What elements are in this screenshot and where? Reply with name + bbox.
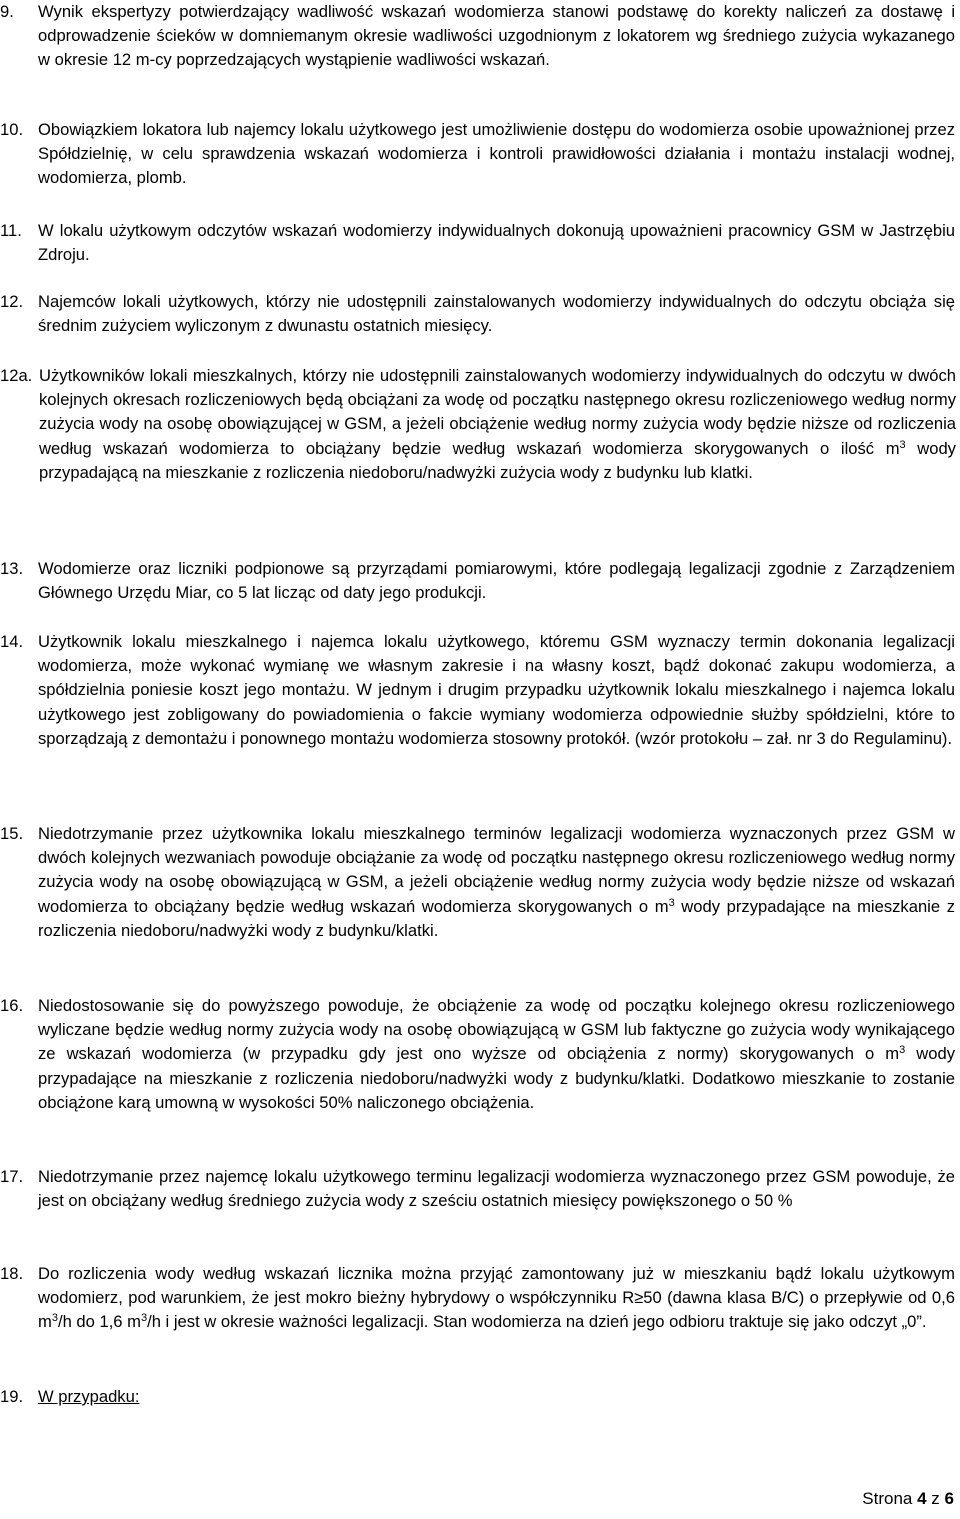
text-segment: /h do 1,6 m bbox=[57, 1312, 141, 1332]
paragraph-number: 11. bbox=[0, 221, 22, 240]
paragraph-text: Obowiązkiem lokatora lub najemcy lokalu użytkowego jest umożliwienie dostępu do wodomierza osobie upoważnionej przez Spółdzielnię, w celu sprawdzenia wskazań wodomierza i kontroli prawidłowości działania i montażu instalacji wodnej, wodomierza, plomb. bbox=[38, 120, 955, 188]
superscript: 3 bbox=[51, 1312, 58, 1325]
paragraph-number: 12a. bbox=[0, 366, 33, 385]
paragraph-12 bbox=[0, 290, 960, 338]
paragraph-number: 19. bbox=[0, 1387, 24, 1406]
paragraph-12a bbox=[0, 364, 960, 485]
paragraph-number: 18. bbox=[0, 1264, 24, 1283]
paragraph-text bbox=[38, 1262, 955, 1335]
text-segment: wody przypadające na mieszkanie z rozliczenia niedoboru/nadwyżki wody z budynku/klatki. bbox=[38, 896, 956, 940]
paragraph-text: Niedotrzymanie przez najemcę lokalu użytkowego terminu legalizacji wodomierza wyznaczonego przez GSM powoduje, że jest on obciążany według średniego zużycia wody z sześciu ostatnich miesięcy powiększonego o 50 % bbox=[38, 1167, 955, 1211]
text-segment: wody przypadające na mieszkanie z rozliczenia niedoboru/nadwyżki wody z budynku/klatki. Dodatkowo mieszkanie to zostanie obciążone karą umowną w wysokości 50% naliczonego obciążenia. bbox=[38, 1044, 955, 1112]
paragraph-number: 15. bbox=[0, 824, 24, 843]
paragraph-14 bbox=[0, 630, 960, 751]
text-segment: Użytkowników lokali mieszkalnych, którzy nie udostępnili zainstalowanych wodomierzy indywidualnych do odczytu w dwóch kolejnych okresach rozliczeniowych będą obciążani za wodę od początku następnego okresu rozliczeniowego według normy zużycia wody na osobę obowiązującej w GSM, a jeżeli obciążenie według normy zużycia wody będzie niższe od rozliczenia według wskazań wodomierza to obciążany będzie według wskazań wodomierza skorygowanych o ilość m bbox=[39, 366, 956, 458]
paragraph-text: Wynik ekspertyzy potwierdzający wadliwość wskazań wodomierza stanowi podstawę do korekty naliczeń za dostawę i odprowadzenie ścieków w domniemanym okresie wadliwości uzgodnionym z lokatorem wg średniego zużycia wykazanego w okresie 12 m-cy poprzedzających wystąpienie wadliwości wskazań. bbox=[38, 2, 955, 70]
paragraph-16 bbox=[0, 994, 960, 1115]
paragraph-number: 12. bbox=[0, 292, 24, 311]
text-segment: wody przypadającą na mieszkanie z rozliczenia niedoboru/nadwyżki zużycia wody z budynku lub klatki. bbox=[39, 438, 956, 482]
paragraph-9 bbox=[0, 0, 960, 73]
superscript: 3 bbox=[140, 1312, 148, 1325]
paragraph-text bbox=[39, 364, 956, 485]
text-segment: Niedostosowanie się do powyższego powoduje, że obciążenie za wodę od początku kolejnego okresu rozliczeniowego wyliczane będzie według normy zużycia wody na osobę obowiązującą w GSM lub faktyczne go zużycia wody wynikającego ze wskazań wodomierza (w przypadku gdy jest ono wyższe od obciążenia z normy) skorygowanych o m bbox=[38, 996, 955, 1064]
paragraph-text: W lokalu użytkowym odczytów wskazań wodomierzy indywidualnych dokonują upoważnieni pracownicy GSM w Jastrzębiu Zdroju. bbox=[38, 221, 955, 265]
text-segment: /h i jest w okresie ważności legalizacji. Stan wodomierza na dzień jego odbioru traktuje się jako odczyt „0”. bbox=[147, 1312, 927, 1332]
superscript: 3 bbox=[668, 896, 675, 909]
paragraph-17 bbox=[0, 1165, 960, 1213]
paragraph-10 bbox=[0, 118, 960, 191]
paragraph-11 bbox=[0, 219, 960, 267]
text-segment: Do rozliczenia wody według wskazań licznika można przyjąć zamontowany już w mieszkaniu bądź lokalu użytkowym wodomierz, pod warunkiem, że jest mokro bieżny hybrydowy o współczynniku R≥50 (dawna klasa B/C) o przepływie od 0,6 m bbox=[38, 1264, 955, 1332]
paragraph-text: W przypadku: bbox=[38, 1387, 140, 1406]
text-segment: Niedotrzymanie przez użytkownika lokalu mieszkalnego terminów legalizacji wodomierza wyznaczonych przez GSM w dwóch kolejnych wezwaniach powoduje obciążanie za wodę od początku następnego okresu rozliczeniowego według normy zużycia wody na osobę obowiązującą w GSM, a jeżeli obciążenie według normy zużycia wody będzie niższe od wskazań wodomierza to obciążany będzie według wskazań wodomierza skorygowanych o m bbox=[38, 824, 955, 916]
superscript: 3 bbox=[899, 1044, 906, 1057]
paragraph-number: 16. bbox=[0, 996, 24, 1015]
paragraph-13 bbox=[0, 557, 960, 605]
paragraph-number: 13. bbox=[0, 559, 24, 578]
page-footer bbox=[862, 1487, 954, 1511]
footer-prefix: Strona bbox=[862, 1489, 918, 1508]
paragraph-text-wrap bbox=[38, 1385, 955, 1409]
footer-page-total: 6 bbox=[944, 1489, 954, 1508]
footer-middle: z bbox=[926, 1489, 945, 1508]
paragraph-18 bbox=[0, 1262, 960, 1335]
paragraph-number: 10. bbox=[0, 120, 24, 139]
paragraph-number: 14. bbox=[0, 632, 24, 651]
paragraph-number: 17. bbox=[0, 1167, 24, 1186]
paragraph-15 bbox=[0, 822, 960, 943]
paragraph-text bbox=[38, 822, 955, 943]
footer-page-number: 4 bbox=[917, 1489, 927, 1508]
paragraph-19 bbox=[0, 1385, 960, 1409]
paragraph-number: 9. bbox=[0, 2, 14, 21]
paragraph-text bbox=[38, 994, 955, 1115]
paragraph-text: Wodomierze oraz liczniki podpionowe są przyrządami pomiarowymi, które podlegają legalizacji zgodnie z Zarządzeniem Głównego Urzędu Miar, co 5 lat licząc od daty jego produkcji. bbox=[38, 559, 955, 603]
paragraph-text: Użytkownik lokalu mieszkalnego i najemca lokalu użytkowego, któremu GSM wyznaczy termin dokonania legalizacji wodomierza, może wykonać wymianę we własnym zakresie i na własny koszt, bądź dokonać zakupu wodomierza, a spółdzielnia poniesie koszt jego montażu. W jednym i drugim przypadku użytkownik lokalu mieszkalnego i najemca lokalu użytkowego jest zobligowany do powiadomienia o fakcie wymiany wodomierza odpowiednie służby spółdzielni, które to sporządzają z demontażu i ponownego montażu wodomierza stosowny protokół. (wzór protokołu – zał. nr 3 do Regulaminu). bbox=[38, 632, 955, 748]
superscript: 3 bbox=[899, 438, 906, 451]
paragraph-text: Najemców lokali użytkowych, którzy nie udostępnili zainstalowanych wodomierzy indywidualnych do odczytu obciąża się średnim zużyciem wyliczonym z dwunastu ostatnich miesięcy. bbox=[38, 292, 955, 336]
